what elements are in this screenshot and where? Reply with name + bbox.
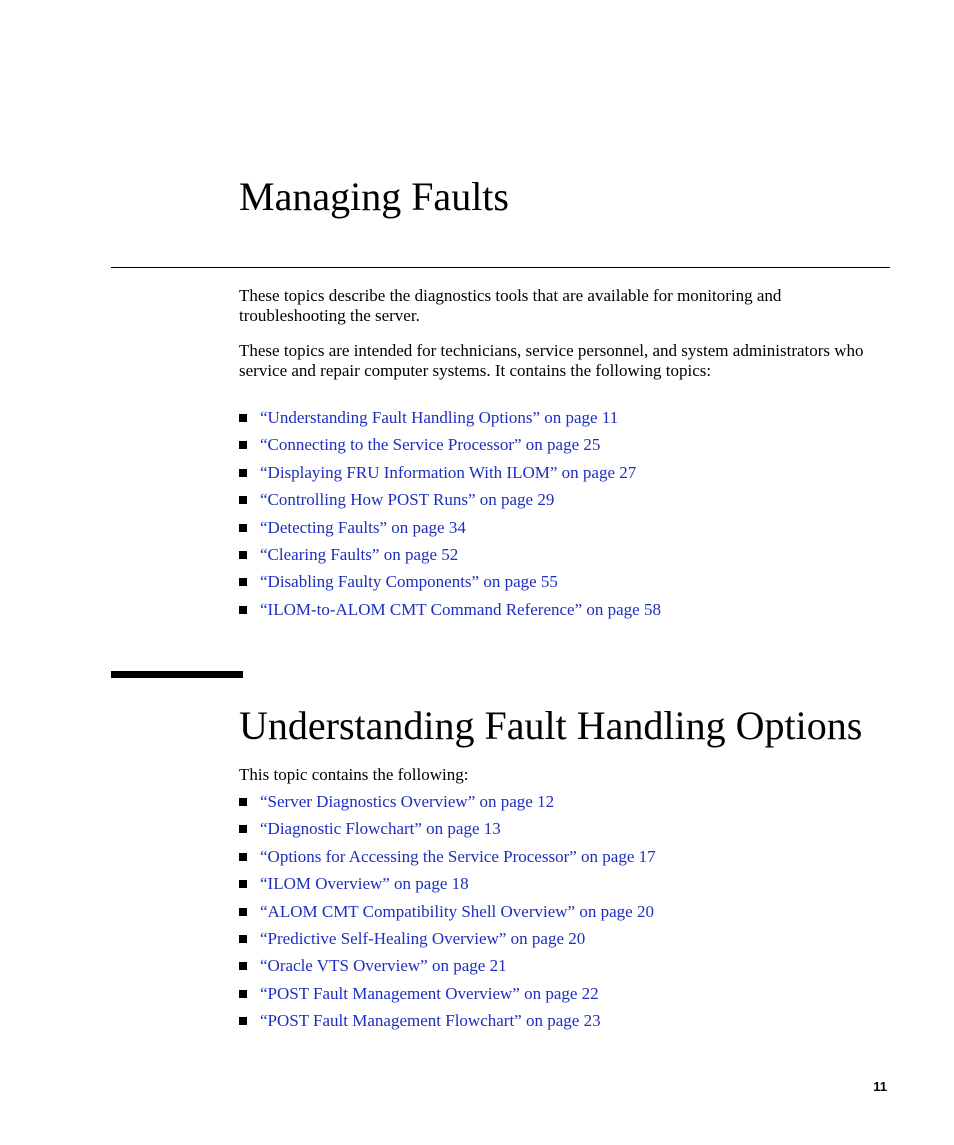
list-item [239, 819, 889, 846]
topic-link[interactable]: “Disabling Faulty Components” on page 55 [260, 572, 558, 592]
chapter-topic-list [239, 408, 889, 627]
list-item [239, 463, 889, 490]
section-topic-list [239, 792, 889, 1039]
chapter-divider [111, 267, 890, 268]
list-item [239, 545, 889, 572]
square-bullet-icon [239, 935, 247, 943]
page-number: 11 [873, 1079, 887, 1094]
topic-link[interactable]: “Controlling How POST Runs” on page 29 [260, 490, 555, 510]
topic-link[interactable]: “POST Fault Management Overview” on page 22 [260, 983, 599, 1003]
topic-link[interactable]: “Clearing Faults” on page 52 [260, 544, 459, 564]
section-title: Understanding Fault Handling Options [239, 703, 863, 748]
section-marker-bar [111, 671, 243, 678]
topic-link[interactable]: “Displaying FRU Information With ILOM” on page 27 [260, 462, 637, 482]
square-bullet-icon [239, 825, 247, 833]
list-item [239, 408, 889, 435]
square-bullet-icon [239, 990, 247, 998]
square-bullet-icon [239, 551, 247, 559]
list-item [239, 600, 889, 627]
list-item [239, 518, 889, 545]
list-item [239, 572, 889, 599]
list-item [239, 956, 889, 983]
topic-link[interactable]: “POST Fault Management Flowchart” on page 23 [260, 1011, 601, 1031]
topic-link[interactable]: “Predictive Self-Healing Overview” on page 20 [260, 928, 586, 948]
topic-link[interactable]: “Diagnostic Flowchart” on page 13 [260, 819, 501, 839]
square-bullet-icon [239, 908, 247, 916]
list-item [239, 847, 889, 874]
topic-link[interactable]: “ALOM CMT Compatibility Shell Overview” on page 20 [260, 901, 654, 921]
square-bullet-icon [239, 606, 247, 614]
list-item [239, 435, 889, 462]
topic-link[interactable]: “Understanding Fault Handling Options” on page 11 [260, 408, 619, 427]
square-bullet-icon [239, 469, 247, 477]
topic-link[interactable]: “Server Diagnostics Overview” on page 12 [260, 792, 555, 811]
chapter-title: Managing Faults [239, 174, 509, 219]
topic-link[interactable]: “ILOM-to-ALOM CMT Command Reference” on page 58 [260, 599, 661, 619]
square-bullet-icon [239, 853, 247, 861]
square-bullet-icon [239, 880, 247, 888]
chapter-intro-paragraph: These topics describe the diagnostics tools that are available for monitoring and troubleshooting the server. [239, 286, 782, 325]
list-item [239, 984, 889, 1011]
square-bullet-icon [239, 524, 247, 532]
list-item [239, 902, 889, 929]
list-item [239, 929, 889, 956]
topic-link[interactable]: “Detecting Faults” on page 34 [260, 517, 466, 537]
square-bullet-icon [239, 578, 247, 586]
topic-link[interactable]: “Options for Accessing the Service Processor” on page 17 [260, 846, 656, 866]
chapter-intro-paragraph: These topics are intended for technicians, service personnel, and system administrators who service and repair computer systems. It contains the following topics: [239, 341, 864, 380]
square-bullet-icon [239, 1017, 247, 1025]
square-bullet-icon [239, 962, 247, 970]
list-item [239, 1011, 889, 1038]
square-bullet-icon [239, 798, 247, 806]
list-item [239, 874, 889, 901]
section-intro: This topic contains the following: [239, 765, 469, 784]
topic-link[interactable]: “ILOM Overview” on page 18 [260, 874, 469, 894]
list-item [239, 490, 889, 517]
list-item [239, 792, 889, 819]
topic-link[interactable]: “Oracle VTS Overview” on page 21 [260, 956, 507, 976]
topic-link[interactable]: “Connecting to the Service Processor” on page 25 [260, 435, 601, 455]
square-bullet-icon [239, 496, 247, 504]
square-bullet-icon [239, 414, 247, 422]
square-bullet-icon [239, 441, 247, 449]
